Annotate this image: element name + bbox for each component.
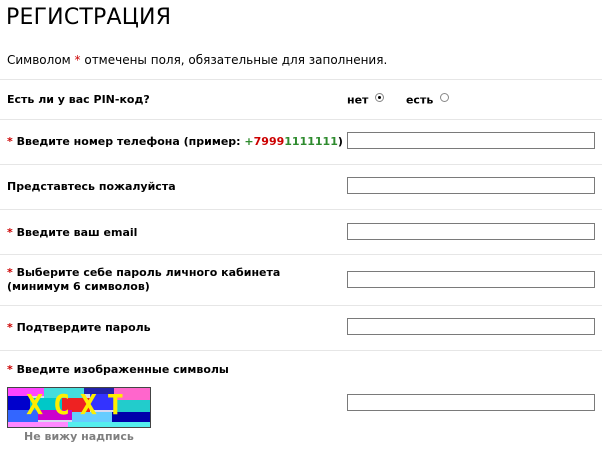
pin-option-yes-radio[interactable] [440,93,449,102]
name-row [0,164,602,165]
pin-radio-group [347,93,449,107]
phone-example-plus: + [244,135,254,148]
name-label: Представтесь пожалуйста [7,180,176,193]
email-label-text: Введите ваш email [12,226,138,239]
captcha-label [7,363,229,377]
password-row [0,254,602,255]
required-star: * [7,135,13,148]
email-label [7,226,137,240]
password-confirm-input[interactable] [347,318,595,335]
phone-label-suffix: ) [337,135,343,148]
phone-example-code: 7999 [253,135,285,148]
password-label [7,266,280,294]
phone-input[interactable] [347,132,595,149]
page-title: РЕГИСТРАЦИЯ [6,5,172,30]
password-label-line1: Выберите себе пароль личного кабинета [12,266,281,279]
phone-example-number: 1111111 [284,135,338,148]
phone-label [7,135,343,149]
password-confirm-label [7,321,151,335]
captcha-input[interactable] [347,394,595,411]
captcha-image [7,387,151,428]
email-row [0,209,602,210]
pin-option-yes-label: есть [405,93,434,107]
pin-label: Есть ли у вас PIN-код? [7,93,150,106]
password-label-line2: (минимум 6 символов) [7,280,150,293]
captcha-refresh-link[interactable]: Не вижу надпись [24,430,134,443]
pin-option-no-label: нет [347,93,369,107]
captcha-text: XCXT [26,388,134,421]
note-suffix: отмечены поля, обязательные для заполнения. [80,53,388,67]
required-star: * [7,321,13,334]
pin-option-no-radio[interactable] [375,93,384,102]
password-confirm-label-text: Подтвердите пароль [12,321,151,334]
note-prefix: Символом [7,53,75,67]
required-star: * [74,53,81,67]
name-input[interactable] [347,177,595,194]
phone-row [0,119,602,120]
required-note [7,53,387,67]
password-input[interactable] [347,271,595,288]
captcha-label-text: Введите изображенные символы [12,363,229,376]
required-star: * [7,363,13,376]
email-input[interactable] [347,223,595,240]
captcha-row [0,350,602,351]
phone-label-text: Введите номер телефона (пример: [12,135,245,148]
password-confirm-row [0,305,602,306]
required-star: * [7,226,13,239]
required-star: * [7,266,13,279]
